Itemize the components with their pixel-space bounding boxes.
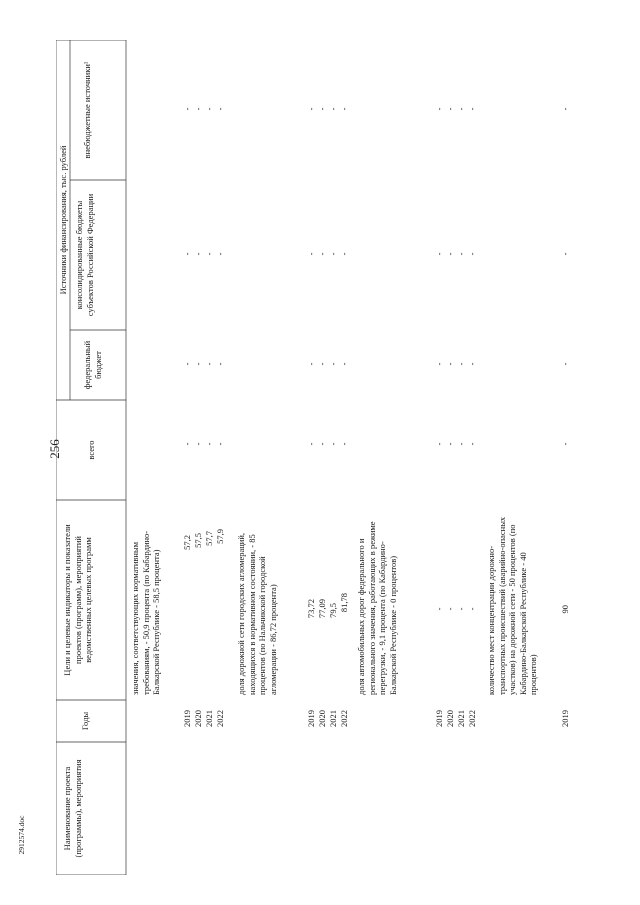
- financing-table: [56, 40, 616, 875]
- indicator-value: -: [434, 607, 444, 611]
- header-regional: консолидированные бюджеты субъектов Российской Федерации: [74, 193, 95, 317]
- extrabudget-value: -: [182, 107, 192, 111]
- federal-value: -: [467, 362, 477, 366]
- indicator-value: 57,7: [204, 531, 214, 546]
- extrabudget-value: -: [456, 107, 466, 111]
- regional-value: -: [339, 252, 349, 256]
- regional-value: -: [328, 252, 338, 256]
- extrabudget-value: -: [434, 107, 444, 111]
- year-cell: 2021: [456, 710, 466, 727]
- header-goals: Цели и целевые индикаторы и показатели проектов (программ), мероприятий ведомственных целевых программ: [62, 524, 93, 676]
- regional-value: -: [306, 252, 316, 256]
- regional-value: -: [193, 252, 203, 256]
- indicator-value: 90: [560, 605, 570, 614]
- federal-value: -: [328, 362, 338, 366]
- indicator-value: 77,09: [317, 599, 327, 619]
- year-cell: 2019: [560, 710, 570, 727]
- indicator-text: доля дорожной сети городских агломераций, находящихся в нормативном состоянии, - 85 процентов (по Нальчикской городской агломерации - 86,72 процента): [236, 532, 278, 695]
- header-total: всего: [86, 440, 96, 460]
- extrabudget-value: -: [467, 107, 477, 111]
- header-federal: федеральный бюджет: [82, 340, 103, 390]
- federal-value: -: [215, 362, 225, 366]
- regional-value: -: [215, 252, 225, 256]
- indicator-text: количество мест концентрации дорожно-транспортных происшествий (аварийно-опасных участков) на дорожной сети - 50 процентов (по Кабардино-Балкарской Республике - 40 процентов): [486, 516, 538, 695]
- federal-value: -: [306, 362, 316, 366]
- indicator-text: значения, соответствующих нормативным требованиям, - 50,9 процента (по Кабардино-Балкарской Республике - 58,5 процента): [130, 530, 161, 695]
- indicator-value: 73,72: [306, 599, 316, 619]
- regional-value: -: [456, 252, 466, 256]
- total-value: -: [467, 442, 477, 446]
- year-cell: 2021: [328, 710, 338, 727]
- total-value: -: [456, 442, 466, 446]
- indicator-value: 57,5: [193, 533, 203, 548]
- total-value: -: [204, 442, 214, 446]
- indicator-value: -: [445, 607, 455, 611]
- total-value: -: [328, 442, 338, 446]
- indicator-value: 57,2: [182, 535, 192, 550]
- year-cell: 2019: [182, 710, 192, 727]
- indicator-value: 81,78: [339, 593, 349, 613]
- year-cell: 2019: [306, 710, 316, 727]
- indicator-value: 57,9: [215, 529, 225, 544]
- regional-value: -: [182, 252, 192, 256]
- extrabudget-value: -: [204, 107, 214, 111]
- total-value: -: [306, 442, 316, 446]
- total-value: -: [317, 442, 327, 446]
- indicator-text: доля автомобильных дорог федерального и регионального значения, работающих в режиме перегрузки, - 9,1 процента (по Кабардино-Балкарской Республике - 0 процентов): [356, 521, 398, 695]
- regional-value: -: [467, 252, 477, 256]
- regional-value: -: [204, 252, 214, 256]
- indicator-value: -: [467, 607, 477, 611]
- header-project-name: Наименование проекта (программы), мероприятия: [62, 759, 83, 858]
- header-years: Годы: [80, 711, 90, 731]
- indicator-value: 79,5: [328, 603, 338, 618]
- federal-value: -: [339, 362, 349, 366]
- federal-value: -: [456, 362, 466, 366]
- year-cell: 2022: [215, 710, 225, 727]
- page-number: 256: [47, 439, 62, 459]
- federal-value: -: [445, 362, 455, 366]
- federal-value: -: [204, 362, 214, 366]
- extrabudget-value: -: [215, 107, 225, 111]
- header-extrabudget: внебюджетные источники¹: [82, 61, 92, 159]
- year-cell: 2021: [204, 710, 214, 727]
- indicator-value: -: [456, 607, 466, 611]
- header-sources-group: Источники финансирования, тыс. рублей: [58, 145, 68, 295]
- federal-value: -: [317, 362, 327, 366]
- year-cell: 2019: [434, 710, 444, 727]
- total-value: -: [182, 442, 192, 446]
- year-cell: 2020: [445, 710, 455, 727]
- total-value: -: [560, 442, 570, 446]
- federal-value: -: [434, 362, 444, 366]
- extrabudget-value: -: [339, 107, 349, 111]
- total-value: -: [434, 442, 444, 446]
- year-cell: 2022: [467, 710, 477, 727]
- extrabudget-value: -: [317, 107, 327, 111]
- regional-value: -: [445, 252, 455, 256]
- year-cell: 2020: [317, 710, 327, 727]
- extrabudget-value: -: [306, 107, 316, 111]
- regional-value: -: [434, 252, 444, 256]
- extrabudget-value: -: [560, 107, 570, 111]
- regional-value: -: [560, 252, 570, 256]
- year-cell: 2020: [193, 710, 203, 727]
- federal-value: -: [193, 362, 203, 366]
- total-value: -: [339, 442, 349, 446]
- regional-value: -: [317, 252, 327, 256]
- federal-value: -: [182, 362, 192, 366]
- extrabudget-value: -: [328, 107, 338, 111]
- extrabudget-value: -: [445, 107, 455, 111]
- year-cell: 2022: [339, 710, 349, 727]
- extrabudget-value: -: [193, 107, 203, 111]
- federal-value: -: [560, 362, 570, 366]
- table-grid: [56, 40, 616, 875]
- total-value: -: [215, 442, 225, 446]
- total-value: -: [193, 442, 203, 446]
- total-value: -: [445, 442, 455, 446]
- document-id: 2912574.doc: [17, 815, 26, 855]
